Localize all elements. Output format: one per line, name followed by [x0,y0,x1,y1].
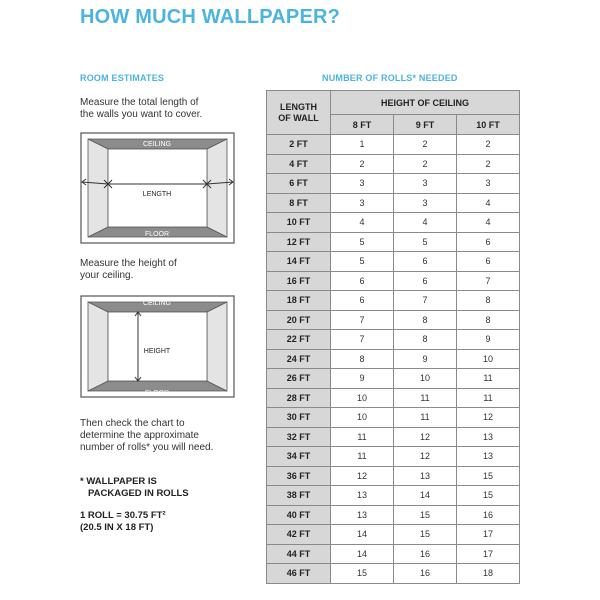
length-label: LENGTH [142,191,172,198]
wall-length-cell: 18 FT [267,291,331,311]
rolls-count-cell: 12 [457,408,520,428]
step3-text [80,418,213,454]
rolls-count-cell: 12 [394,427,457,447]
rolls-count-cell: 5 [394,232,457,252]
rolls-count-cell: 4 [457,213,520,233]
rolls-count-cell: 2 [331,154,394,174]
step1-line: Measure the total length of [80,97,199,108]
rolls-count-cell: 2 [394,154,457,174]
rolls-count-cell: 10 [331,408,394,428]
table-row [267,271,520,291]
wall-length-cell: 38 FT [267,486,331,506]
rolls-count-cell: 4 [331,213,394,233]
height-label: HEIGHT [143,348,171,355]
packaging-note-line: PACKAGED IN ROLLS [88,488,189,499]
step3-line: number of rolls* you will need. [80,442,214,453]
length-header-line: LENGTH [280,101,317,112]
table-row [267,193,520,213]
rolls-count-cell: 7 [331,310,394,330]
wall-length-cell: 10 FT [267,213,331,233]
rolls-count-cell: 16 [457,505,520,525]
wall-length-cell: 30 FT [267,408,331,428]
rolls-count-cell: 13 [394,466,457,486]
rolls-count-cell: 11 [331,447,394,467]
rolls-count-cell: 10 [331,388,394,408]
rolls-count-cell: 3 [331,193,394,213]
wall-length-cell: 34 FT [267,447,331,467]
rolls-count-cell: 14 [394,486,457,506]
rolls-count-cell: 15 [394,525,457,545]
packaging-note [80,476,189,500]
wall-length-cell: 22 FT [267,330,331,350]
rolls-count-cell: 13 [331,505,394,525]
wall-length-cell: 24 FT [267,349,331,369]
rolls-table-body [267,135,520,584]
rolls-count-cell: 12 [331,466,394,486]
rolls-count-cell: 13 [457,447,520,467]
table-row [267,427,520,447]
rolls-count-cell: 4 [457,193,520,213]
wall-length-cell: 6 FT [267,174,331,194]
packaging-note-line: * WALLPAPER IS [80,476,157,487]
rolls-count-cell: 8 [331,349,394,369]
rolls-count-cell: 5 [331,252,394,272]
rolls-count-cell: 6 [394,271,457,291]
rolls-count-cell: 7 [457,271,520,291]
rolls-count-cell: 8 [457,291,520,311]
step1-text [80,97,202,121]
length-header-line: OF WALL [278,112,319,123]
rolls-count-cell: 9 [457,330,520,350]
wall-length-cell: 42 FT [267,525,331,545]
rolls-count-cell: 9 [331,369,394,389]
ceiling-label: CEILING [142,141,172,148]
step2-line: Measure the height of [80,258,177,269]
rolls-count-cell: 8 [457,310,520,330]
table-row [267,447,520,467]
rolls-count-cell: 6 [331,291,394,311]
rolls-count-cell: 18 [457,564,520,584]
wall-length-cell: 12 FT [267,232,331,252]
rolls-count-cell: 6 [457,252,520,272]
rolls-count-cell: 6 [394,252,457,272]
rolls-table [266,90,520,584]
wall-length-cell: 14 FT [267,252,331,272]
ceiling-height-header: 9 FT [394,115,457,135]
wall-length-cell: 26 FT [267,369,331,389]
wall-length-cell: 40 FT [267,505,331,525]
table-row [267,369,520,389]
height-diagram [80,295,235,398]
page-title: HOW MUCH WALLPAPER? [80,6,341,28]
length-of-wall-header [267,91,331,135]
rolls-count-cell: 13 [331,486,394,506]
wall-length-cell: 16 FT [267,271,331,291]
rolls-count-cell: 3 [331,174,394,194]
rolls-count-cell: 11 [457,388,520,408]
table-row [267,252,520,272]
wall-length-cell: 20 FT [267,310,331,330]
step3-line: Then check the chart to [80,418,185,429]
rolls-count-cell: 1 [331,135,394,155]
wall-length-cell: 32 FT [267,427,331,447]
rolls-count-cell: 3 [394,193,457,213]
rolls-count-cell: 8 [394,330,457,350]
table-row [267,486,520,506]
step3-line: determine the approximate [80,430,199,441]
table-row [267,330,520,350]
rolls-count-cell: 13 [457,427,520,447]
roll-size-line: 1 ROLL = 30.75 FT² [80,510,166,521]
room-estimates-heading: ROOM ESTIMATES [80,73,165,83]
rolls-count-cell: 15 [331,564,394,584]
rolls-needed-heading: NUMBER OF ROLLS* NEEDED [322,73,458,83]
step2-line: your ceiling. [80,270,134,281]
length-diagram [80,132,235,244]
rolls-count-cell: 11 [394,388,457,408]
rolls-count-cell: 5 [331,232,394,252]
rolls-count-cell: 15 [394,505,457,525]
roll-size-note [80,510,166,534]
rolls-count-cell: 6 [331,271,394,291]
roll-size-line: (20.5 IN X 18 FT) [80,522,154,533]
table-row [267,564,520,584]
rolls-count-cell: 14 [331,525,394,545]
floor-label: FLOOR [144,231,170,238]
rolls-count-cell: 11 [394,408,457,428]
table-row [267,505,520,525]
ceiling-height-header: 10 FT [457,115,520,135]
wall-length-cell: 2 FT [267,135,331,155]
rolls-count-cell: 3 [394,174,457,194]
table-row [267,232,520,252]
rolls-count-cell: 15 [457,466,520,486]
wall-length-cell: 4 FT [267,154,331,174]
rolls-count-cell: 15 [457,486,520,506]
table-row [267,291,520,311]
rolls-count-cell: 11 [457,369,520,389]
ceiling-height-header: 8 FT [331,115,394,135]
rolls-count-cell: 2 [457,154,520,174]
table-row [267,525,520,545]
table-row [267,466,520,486]
rolls-count-cell: 9 [394,349,457,369]
rolls-count-cell: 7 [394,291,457,311]
floor-label: FLOOR [144,390,170,397]
table-row [267,154,520,174]
table-row [267,408,520,428]
rolls-count-cell: 10 [394,369,457,389]
rolls-count-cell: 8 [394,310,457,330]
rolls-count-cell: 7 [331,330,394,350]
rolls-count-cell: 4 [394,213,457,233]
step1-line: the walls you want to cover. [80,109,203,120]
step2-text [80,258,177,282]
ceiling-label: CEILING [142,300,172,307]
rolls-count-cell: 16 [394,564,457,584]
wall-length-cell: 28 FT [267,388,331,408]
rolls-count-cell: 2 [394,135,457,155]
rolls-count-cell: 14 [331,544,394,564]
wall-length-cell: 8 FT [267,193,331,213]
rolls-count-cell: 6 [457,232,520,252]
table-row [267,174,520,194]
rolls-count-cell: 17 [457,544,520,564]
height-of-ceiling-header: HEIGHT OF CEILING [331,91,520,115]
rolls-count-cell: 10 [457,349,520,369]
table-row [267,388,520,408]
rolls-count-cell: 16 [394,544,457,564]
rolls-count-cell: 12 [394,447,457,467]
table-row [267,310,520,330]
wall-length-cell: 46 FT [267,564,331,584]
rolls-count-cell: 17 [457,525,520,545]
table-row [267,135,520,155]
rolls-count-cell: 11 [331,427,394,447]
rolls-count-cell: 2 [457,135,520,155]
table-row [267,544,520,564]
rolls-count-cell: 3 [457,174,520,194]
table-row [267,213,520,233]
wall-length-cell: 36 FT [267,466,331,486]
table-row [267,349,520,369]
wall-length-cell: 44 FT [267,544,331,564]
